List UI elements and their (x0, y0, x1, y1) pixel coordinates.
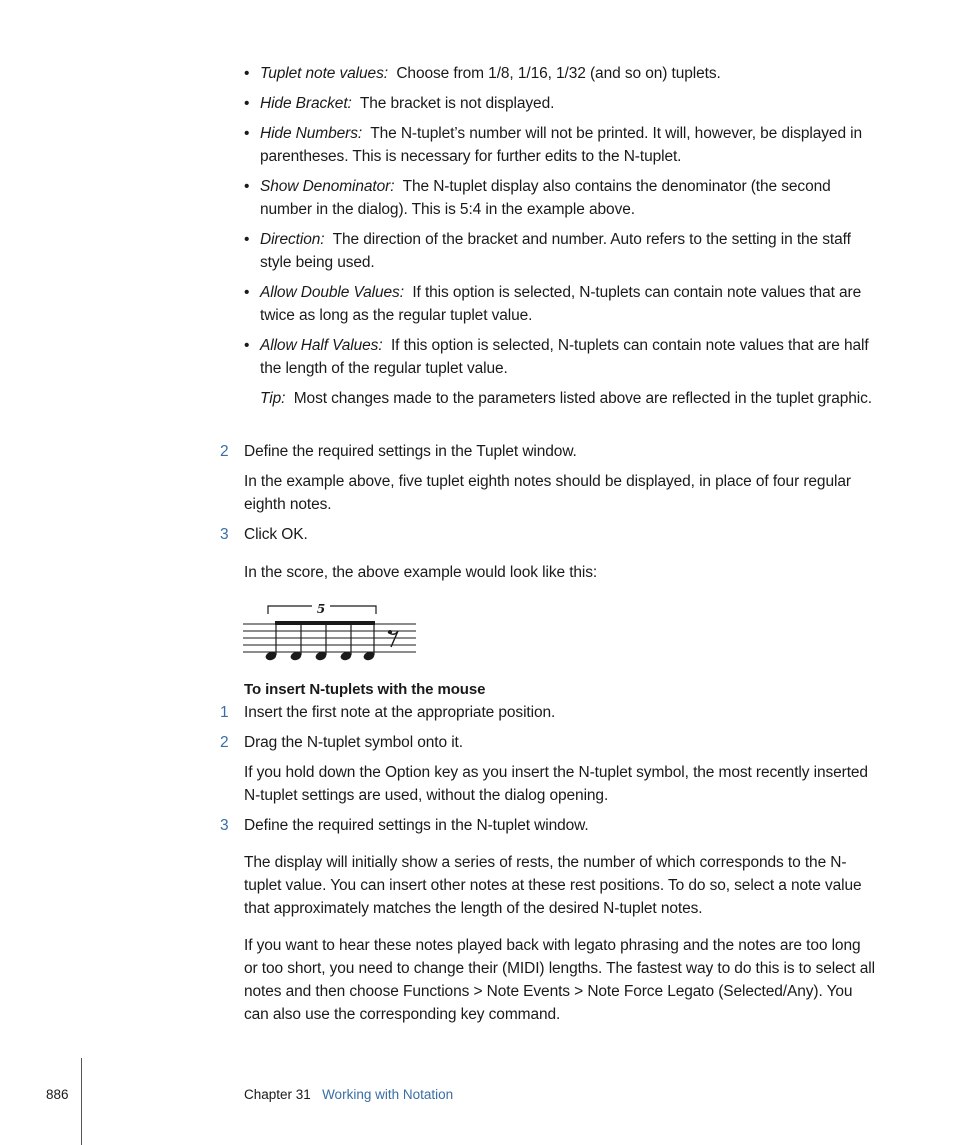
section-heading: To insert N-tuplets with the mouse (244, 681, 486, 698)
step-number: 3 (220, 526, 229, 543)
paragraph-score-intro: In the score, the above example would look like this: (244, 564, 598, 581)
chapter-title-link[interactable]: Working with Notation (322, 1087, 454, 1102)
bullet-dot: • (244, 65, 250, 82)
staff-lines (243, 624, 416, 652)
bullet-text: Choose from 1/8, 1/16, 1/32 (and so on) tuplets. (396, 65, 721, 82)
tip-text: Most changes made to the parameters listed above are reflected in the tuplet graphic. (293, 390, 872, 407)
chapter-label: Chapter 31 (244, 1087, 311, 1102)
bullet-dot: • (244, 231, 250, 248)
bullet-dot: • (244, 125, 250, 142)
bullet-term: Show Denominator: (260, 178, 395, 195)
bullet-text: The N-tuplet display also contains the denominator (the second number in the dialog). This is 5:4 in the example above. (260, 178, 831, 218)
bullet-dot: • (244, 95, 250, 112)
step-text: Drag the N-tuplet symbol onto it. (244, 734, 463, 751)
step-item (220, 440, 880, 463)
note-stems (276, 623, 374, 655)
tip-note (260, 387, 876, 410)
bullet-term: Allow Half Values: (260, 337, 383, 354)
bullet-item (244, 92, 874, 115)
paragraph-legato: If you want to hear these notes played back with legato phrasing and the notes are too long or too short, you need to change their (MIDI) lengths. The fastest way to do this is to select all notes and then choose Functions > Note Events > Note Force Legato (Selected/Any). You can also use the corresponding key command. (244, 937, 875, 1023)
step-number: 2 (220, 734, 229, 751)
bullet-dot: • (244, 178, 250, 195)
paragraph-display: The display will initially show a series of rests, the number of which corresponds to the N-tuplet value. You can insert other notes at these rest positions. To do so, select a note value that approximately matches the length of the desired N-tuplet notes. (244, 854, 862, 917)
bullet-text: The bracket is not displayed. (359, 95, 555, 112)
bullet-item (244, 175, 874, 221)
bullet-item (244, 122, 874, 168)
footer-divider (81, 1058, 82, 1145)
step-number: 3 (220, 817, 229, 834)
tuplet-score-illustration (240, 596, 420, 664)
step-text: Click OK. (244, 526, 308, 543)
bullet-text: The N-tuplet’s number will not be printed. It will, however, be displayed in parentheses. This is necessary for further edits to the N-tuplet. (260, 125, 863, 165)
bullet-term: Allow Double Values: (260, 284, 404, 301)
bullet-text: If this option is selected, N-tuplets can contain note values that are twice as long as the regular tuplet value. (260, 284, 862, 324)
step-number: 2 (220, 443, 229, 460)
bullet-dot: • (244, 337, 250, 354)
step-item (220, 523, 880, 546)
footer-chapter (244, 1086, 453, 1104)
step-text: Define the required settings in the Tuplet window. (244, 443, 577, 460)
step-item (220, 814, 880, 837)
paragraph-option: If you hold down the Option key as you insert the N-tuplet symbol, the most recently inserted N-tuplet settings are used, without the dialog opening. (244, 764, 868, 804)
bullet-item (244, 281, 874, 327)
step-text: Define the required settings in the N-tuplet window. (244, 817, 589, 834)
bullet-item (244, 62, 874, 85)
bullet-item (244, 228, 874, 274)
bullet-item (244, 334, 874, 380)
paragraph-example: In the example above, five tuplet eighth notes should be displayed, in place of four regular eighth notes. (244, 473, 851, 513)
page-number: 886 (46, 1087, 69, 1102)
bullet-term: Hide Numbers: (260, 125, 363, 142)
tip-label: Tip: (260, 390, 286, 407)
step-text: Insert the first note at the appropriate position. (244, 704, 556, 721)
bullet-term: Direction: (260, 231, 325, 248)
bullet-term: Hide Bracket: (260, 95, 352, 112)
step-item (220, 701, 880, 724)
step-number: 1 (220, 704, 229, 721)
bullet-text: If this option is selected, N-tuplets can contain note values that are half the length of the regular tuplet value. (260, 337, 869, 377)
bullet-dot: • (244, 284, 250, 301)
bullet-text: The direction of the bracket and number. Auto refers to the setting in the staff style being used. (260, 231, 851, 271)
beam (275, 621, 375, 625)
step-item (220, 731, 880, 754)
tuplet-number: 5 (316, 602, 326, 616)
bullet-term: Tuplet note values: (260, 65, 388, 82)
